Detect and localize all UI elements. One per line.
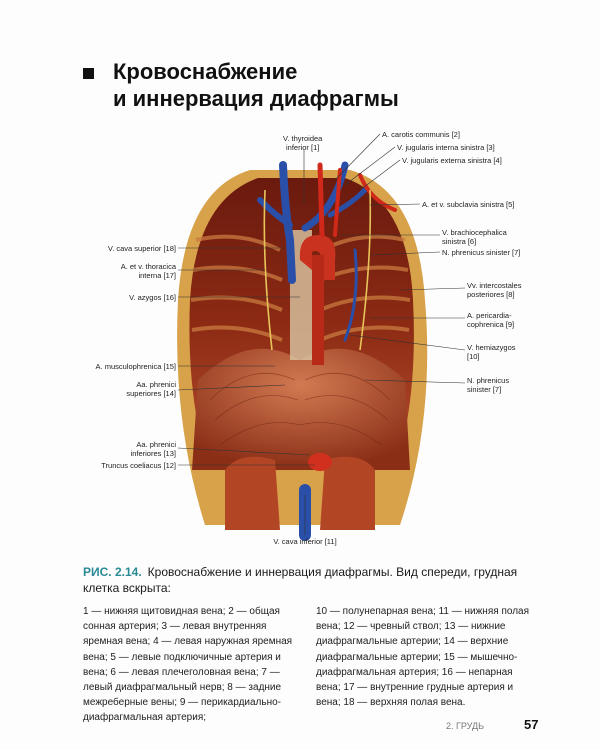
- title-line-2: и иннервация диафрагмы: [113, 86, 399, 111]
- label-v-hemiazygos: V. hemiazygos [10]: [467, 343, 516, 361]
- psoas-left: [225, 457, 280, 530]
- diaphragm: [192, 349, 410, 470]
- label-vv-intercostales: Vv. intercostales posteriores [8]: [467, 281, 522, 299]
- label-a-musculophrenica: A. musculophrenica [15]: [95, 362, 176, 371]
- label-v-jugularis-externa: V. jugularis externa sinistra [4]: [402, 156, 502, 165]
- label-aa-phrenici-superiores: Aa. phrenici superiores [14]: [126, 380, 176, 398]
- label-subclavia: A. et v. subclavia sinistra [5]: [422, 200, 515, 209]
- label-v-cava-superior: V. cava superior [18]: [107, 244, 176, 253]
- legend-left-column: 1 — нижняя щитовидная вена; 2 — общая сонная артерия; 3 — левая внутренняя яремная вена; 4 — левая наружная яремная вена; 5 — левые подключичные артерия и вена; 6 — левая плечеголовная вена; 7 — левый диафрагмальный нерв; 8 — задние межреберные вены; 9 — перикардиально-диафрагмальная артерия;: [83, 606, 293, 724]
- label-a-pericardiacophrenica: A. pericardia- cophrenica [9]: [467, 311, 515, 329]
- figure-caption: [83, 564, 523, 596]
- label-n-phrenicus-upper: N. phrenicus sinister [7]: [442, 248, 521, 257]
- label-v-thyroidea-inferior: V. thyroidea inferior [1]: [283, 134, 323, 152]
- label-aa-phrenici-inferiores: Aa. phrenici inferiores [13]: [130, 440, 176, 458]
- label-n-phrenicus-lower: N. phrenicus sinister [7]: [467, 376, 510, 394]
- label-a-carotis-communis: A. carotis communis [2]: [382, 130, 460, 139]
- section-name: 2. ГРУДЬ: [446, 721, 484, 731]
- label-v-brachiocephalica: V. brachiocephalica sinistra [6]: [442, 228, 507, 246]
- label-v-cava-inferior: V. cava inferior [11]: [273, 537, 337, 546]
- label-v-azygos: V. azygos [16]: [129, 293, 176, 302]
- legend-right-column: 10 — полунепарная вена; 11 — нижняя полая вена; 12 — чревный ствол; 13 — нижние диафрагмальные артерии; 14 — верхние диафрагмальные артерии; 15 — мышечно-диафрагмальная артерия; 16 — непарная вена; 17 — внутренние грудные артерия и вена; 18 — верхняя полая вена.: [316, 606, 530, 709]
- figure-caption-text: Кровоснабжение и иннервация диафрагмы. Вид спереди, грудная клетка вскрыта:: [83, 565, 518, 595]
- label-v-jugularis-interna: V. jugularis interna sinistra [3]: [397, 143, 495, 152]
- celiac-trunk: [308, 453, 332, 471]
- label-thoracica-interna: A. et v. thoracica interna [17]: [120, 262, 176, 280]
- page-number: 57: [524, 717, 539, 732]
- label-truncus-coeliacus: Truncus coeliacus [12]: [101, 461, 176, 470]
- title-line-1: Кровоснабжение: [113, 59, 298, 84]
- figure-number: РИС. 2.14.: [83, 565, 142, 579]
